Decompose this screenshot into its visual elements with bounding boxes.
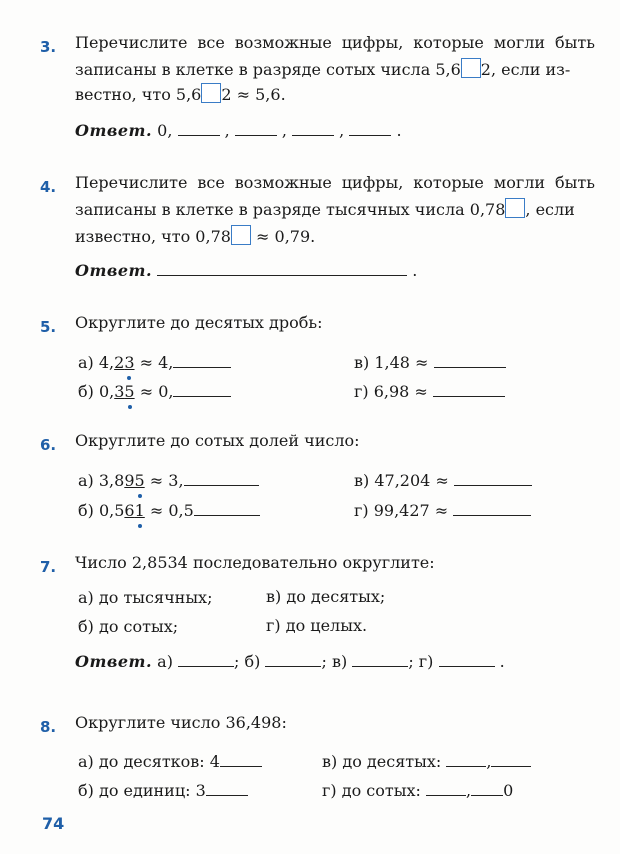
word: которые [413, 33, 484, 52]
word: возможные [234, 33, 332, 52]
task-4-line-1 [75, 173, 595, 192]
item-g [322, 781, 513, 800]
text: . [396, 121, 402, 140]
task-title: Округлите до десятых дробь: [75, 313, 323, 332]
answer-label: Ответ. [75, 121, 153, 140]
digit: 9 [124, 471, 135, 490]
text: ; б) [234, 652, 261, 671]
item-g [354, 382, 505, 401]
digit: 2 [114, 353, 125, 372]
text: ; в) [321, 652, 348, 671]
item-v [322, 752, 531, 771]
task-4-line-2 [75, 198, 575, 219]
text: записаны в клетке в разряде тысячных числа 0,78 [75, 200, 506, 219]
task-3-line-3 [75, 83, 286, 104]
text: 0, [157, 121, 173, 140]
digit-box[interactable] [201, 83, 221, 103]
digit-box[interactable] [461, 58, 481, 78]
answer-blank[interactable] [173, 384, 231, 397]
item-b: б) до сотых; [78, 617, 179, 636]
answer-blank[interactable] [426, 783, 466, 796]
item-a: а) до тысячных; [78, 588, 213, 607]
answer-blank[interactable] [178, 654, 234, 667]
task-number: 8. [40, 718, 57, 736]
answer-blank[interactable] [439, 654, 495, 667]
text: а) до десятков: 4 [78, 752, 220, 771]
text: ≈ 0,79. [256, 227, 316, 246]
text: ; г) [408, 652, 434, 671]
task-7-answer [75, 652, 505, 671]
word: Перечислите [75, 173, 188, 192]
word: все [197, 33, 225, 52]
answer-blank[interactable] [194, 503, 260, 516]
task-3-line-1 [75, 33, 595, 52]
task-number: 4. [40, 178, 57, 196]
answer-blank[interactable] [446, 754, 486, 767]
text: . [412, 261, 418, 280]
word: могли [493, 33, 546, 52]
word: которые [413, 173, 484, 192]
answer-blank[interactable] [491, 754, 531, 767]
item-v: в) до десятых; [266, 587, 386, 606]
word: могли [493, 173, 546, 192]
item-v [354, 471, 532, 490]
task-3-answer [75, 121, 402, 140]
word: быть [554, 173, 595, 192]
word: возможные [234, 173, 332, 192]
digit-box[interactable] [505, 198, 525, 218]
text: ≈ 0, [134, 382, 174, 401]
text: записаны в клетке в разряде сотых числа 5,6 [75, 60, 461, 79]
text: а) 3,8 [78, 471, 125, 490]
answer-blank[interactable] [453, 503, 531, 516]
answer-blank[interactable] [349, 123, 391, 136]
text: г) 99,427 ≈ [354, 501, 449, 520]
text: б) до единиц: 3 [78, 781, 206, 800]
item-b [78, 501, 260, 520]
task-number: 5. [40, 318, 57, 336]
answer-blank[interactable] [178, 123, 220, 136]
task-number: 3. [40, 38, 57, 56]
task-title: Округлите число 36,498: [75, 713, 287, 732]
digit: 6 [124, 501, 135, 520]
answer-blank[interactable] [265, 654, 321, 667]
answer-blank[interactable] [206, 783, 248, 796]
text: вестно, что 5,6 [75, 85, 202, 104]
text: . [499, 652, 505, 671]
text: ≈ 0,5 [144, 501, 194, 520]
item-a [78, 353, 231, 372]
text: в) 47,204 ≈ [354, 471, 449, 490]
text: известно, что 0,78 [75, 227, 231, 246]
digit-box[interactable] [231, 225, 251, 245]
answer-blank[interactable] [471, 783, 503, 796]
text: в) до десятых: [322, 752, 442, 771]
text: 0 [503, 781, 514, 800]
text: , [465, 781, 472, 800]
item-g [354, 501, 531, 520]
text: ≈ 4, [134, 353, 174, 372]
digit: 5 [124, 382, 135, 401]
task-3-line-2 [75, 58, 570, 79]
word: Перечислите [75, 33, 188, 52]
digit: 3 [114, 382, 125, 401]
text: , если [525, 200, 575, 219]
text: , [486, 752, 492, 771]
answer-blank[interactable] [352, 654, 408, 667]
text: г) 6,98 ≈ [354, 382, 428, 401]
answer-blank[interactable] [220, 754, 262, 767]
answer-label: Ответ. [75, 261, 153, 280]
task-4-line-3 [75, 225, 315, 246]
word: цифры, [341, 33, 404, 52]
answer-blank[interactable] [292, 123, 334, 136]
item-g: г) до целых. [266, 616, 368, 635]
answer-label: Ответ. [75, 652, 153, 671]
task-number: 6. [40, 436, 57, 454]
text: ≈ 3, [144, 471, 184, 490]
task-4-answer [75, 261, 417, 280]
task-title: Округлите до сотых долей число: [75, 431, 360, 450]
answer-blank[interactable] [157, 263, 407, 276]
text: 2, если из- [480, 60, 571, 79]
digit: 3 [124, 353, 135, 372]
item-a [78, 471, 259, 490]
word: все [197, 173, 225, 192]
text: а) [157, 652, 173, 671]
item-a [78, 752, 262, 771]
task-title: Число 2,8534 последовательно округлите: [75, 553, 435, 572]
item-b [78, 382, 231, 401]
item-v [354, 353, 506, 372]
text: б) 0,5 [78, 501, 125, 520]
item-b [78, 781, 248, 800]
answer-blank[interactable] [433, 384, 505, 397]
word: цифры, [341, 173, 404, 192]
answer-blank[interactable] [184, 473, 259, 486]
text: , [339, 121, 345, 140]
task-number: 7. [40, 558, 57, 576]
text: а) 4, [78, 353, 115, 372]
text: 2 ≈ 5,6. [221, 85, 286, 104]
page-number: 74 [42, 814, 65, 833]
digit: 1 [134, 501, 145, 520]
text: , [281, 121, 287, 140]
digit: 5 [134, 471, 145, 490]
text: в) 1,48 ≈ [354, 353, 429, 372]
answer-blank[interactable] [235, 123, 277, 136]
answer-blank[interactable] [454, 473, 532, 486]
text: , [224, 121, 230, 140]
text: г) до сотых: [322, 781, 421, 800]
text: б) 0, [78, 382, 115, 401]
word: быть [554, 33, 595, 52]
answer-blank[interactable] [173, 355, 231, 368]
answer-blank[interactable] [434, 355, 506, 368]
